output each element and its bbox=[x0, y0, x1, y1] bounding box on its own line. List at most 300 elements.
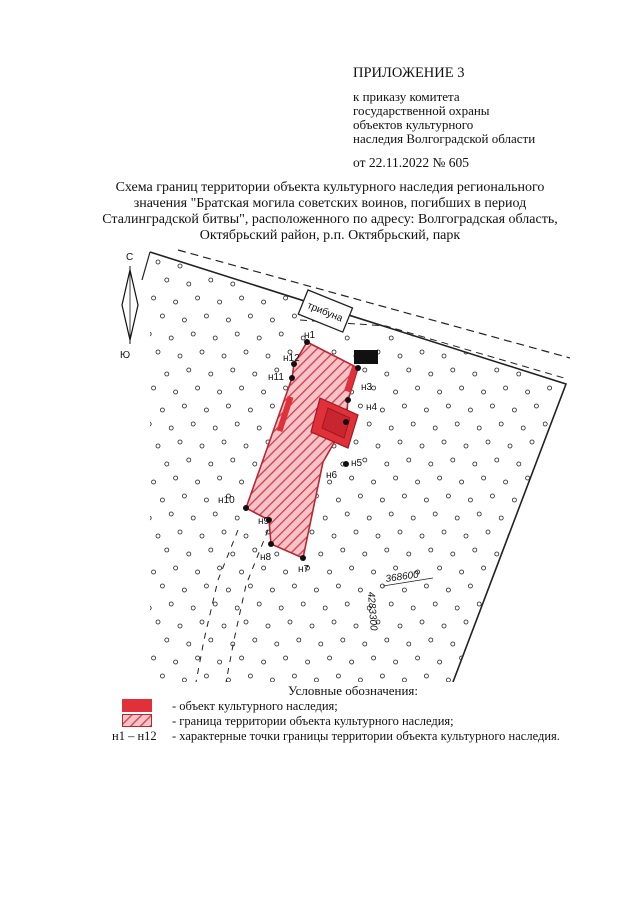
area-border-west bbox=[142, 252, 150, 280]
tree-dot bbox=[292, 674, 296, 678]
tree-dot bbox=[446, 404, 450, 408]
site-map bbox=[118, 240, 578, 682]
tree-dot bbox=[442, 440, 446, 444]
tree-dot bbox=[345, 512, 349, 516]
tree-dot bbox=[517, 638, 521, 642]
tree-dot bbox=[504, 386, 508, 390]
tree-dot bbox=[196, 656, 200, 660]
tree-dot bbox=[385, 372, 389, 376]
tree-dot bbox=[468, 408, 472, 412]
tree-dot bbox=[169, 602, 173, 606]
tree-dot bbox=[530, 264, 534, 268]
point-label-n1: н1 bbox=[304, 330, 316, 341]
tree-dot bbox=[226, 404, 230, 408]
tree-dot bbox=[354, 530, 358, 534]
tree-dot bbox=[402, 318, 406, 322]
tree-dot bbox=[495, 368, 499, 372]
tree-dot bbox=[341, 638, 345, 642]
tree-dot bbox=[438, 566, 442, 570]
title-line: Октябрьский район, р.п. Октябрьский, парк bbox=[199, 228, 461, 243]
tree-dot bbox=[460, 480, 464, 484]
tree-dot bbox=[187, 282, 191, 286]
tree-dot bbox=[539, 368, 543, 372]
title-line: значения "Братская могила советских воинов, погибших в период bbox=[133, 196, 527, 211]
tree-dot bbox=[323, 516, 327, 520]
tree-dot bbox=[138, 494, 142, 498]
tree-dot bbox=[363, 458, 367, 462]
tree-dot bbox=[424, 314, 428, 318]
tree-dot bbox=[420, 350, 424, 354]
tree-dot bbox=[262, 660, 266, 664]
tree-dot bbox=[156, 444, 160, 448]
tree-dot bbox=[169, 426, 173, 430]
tree-dot bbox=[253, 278, 257, 282]
tree-dot bbox=[495, 458, 499, 462]
tree-dot bbox=[275, 552, 279, 556]
tree-dot bbox=[143, 368, 147, 372]
tree-dot bbox=[429, 278, 433, 282]
point-label-n6: н6 bbox=[326, 470, 338, 481]
tree-dot bbox=[270, 318, 274, 322]
tree-dot bbox=[213, 426, 217, 430]
tree-dot bbox=[262, 300, 266, 304]
tree-dot bbox=[310, 530, 314, 534]
tree-dot bbox=[310, 264, 314, 268]
compass-icon bbox=[120, 252, 138, 361]
tree-dot bbox=[147, 606, 151, 610]
tree-dot bbox=[565, 336, 569, 340]
tree-dot bbox=[191, 516, 195, 520]
tree-dot bbox=[345, 336, 349, 340]
tree-dot bbox=[402, 588, 406, 592]
tree-dot bbox=[253, 548, 257, 552]
tree-dot bbox=[209, 278, 213, 282]
tree-dot bbox=[196, 570, 200, 574]
tree-dot bbox=[482, 300, 486, 304]
tree-dot bbox=[147, 516, 151, 520]
compass-south: Ю bbox=[120, 350, 131, 361]
tree-dot bbox=[460, 386, 464, 390]
tree-dot bbox=[196, 296, 200, 300]
tree-dot bbox=[534, 318, 538, 322]
tree-dot bbox=[424, 674, 428, 678]
tree-dot bbox=[534, 588, 538, 592]
tree-dot bbox=[363, 368, 367, 372]
tree-dot bbox=[420, 260, 424, 264]
order-line: объектов культурного bbox=[353, 117, 474, 132]
tree-dot bbox=[138, 588, 142, 592]
tree-dot bbox=[556, 498, 560, 502]
tree-dot bbox=[389, 426, 393, 430]
tree-dot bbox=[152, 656, 156, 660]
tree-dot bbox=[429, 548, 433, 552]
tree-dot bbox=[433, 426, 437, 430]
tree-dot bbox=[407, 552, 411, 556]
tree-dot bbox=[561, 462, 565, 466]
tree-dot bbox=[367, 422, 371, 426]
tree-dot bbox=[143, 642, 147, 646]
tree-dot bbox=[226, 588, 230, 592]
tree-dot bbox=[240, 656, 244, 660]
tree-dot bbox=[204, 314, 208, 318]
tree-dot bbox=[231, 552, 235, 556]
tree-dot bbox=[138, 404, 142, 408]
tree-dot bbox=[455, 422, 459, 426]
tree-dot bbox=[209, 548, 213, 552]
tree-dot bbox=[372, 570, 376, 574]
tree-dot bbox=[152, 480, 156, 484]
tree-dot bbox=[543, 332, 547, 336]
tree-dot bbox=[200, 350, 204, 354]
tree-dot bbox=[539, 458, 543, 462]
tree-dot bbox=[534, 404, 538, 408]
tree-dot bbox=[451, 458, 455, 462]
tree-dot bbox=[341, 278, 345, 282]
tree-dot bbox=[473, 638, 477, 642]
tree-dot bbox=[319, 642, 323, 646]
tree-dot bbox=[253, 372, 257, 376]
tree-dot bbox=[517, 278, 521, 282]
tree-dot bbox=[306, 660, 310, 664]
tree-dot bbox=[455, 516, 459, 520]
tree-dot bbox=[284, 296, 288, 300]
tree-dot bbox=[424, 408, 428, 412]
tree-dot bbox=[512, 408, 516, 412]
tree-dot bbox=[552, 534, 556, 538]
tree-dot bbox=[222, 264, 226, 268]
tree-dot bbox=[411, 606, 415, 610]
tree-dot bbox=[548, 386, 552, 390]
tree-dot bbox=[504, 296, 508, 300]
tree-dot bbox=[530, 624, 534, 628]
tree-dot bbox=[398, 530, 402, 534]
tree-dot bbox=[517, 372, 521, 376]
tree-dot bbox=[486, 624, 490, 628]
tree-dot bbox=[464, 444, 468, 448]
tree-dot bbox=[235, 516, 239, 520]
tree-dot bbox=[446, 318, 450, 322]
tree-dot bbox=[240, 386, 244, 390]
tree-dot bbox=[429, 462, 433, 466]
tree-dot bbox=[389, 512, 393, 516]
tree-dot bbox=[244, 260, 248, 264]
tree-dot bbox=[521, 336, 525, 340]
tree-dot bbox=[416, 386, 420, 390]
tree-dot bbox=[451, 282, 455, 286]
tree-dot bbox=[499, 422, 503, 426]
tree-dot bbox=[174, 390, 178, 394]
tree-dot bbox=[512, 498, 516, 502]
tree-dot bbox=[248, 584, 252, 588]
tree-dot bbox=[143, 552, 147, 556]
tree-dot bbox=[482, 660, 486, 664]
tree-dot bbox=[160, 314, 164, 318]
tree-dot bbox=[482, 476, 486, 480]
tree-dot bbox=[121, 548, 125, 552]
tree-dot bbox=[372, 656, 376, 660]
tree-dot bbox=[314, 588, 318, 592]
tree-dot bbox=[499, 606, 503, 610]
tree-dot bbox=[358, 494, 362, 498]
tree-dot bbox=[543, 516, 547, 520]
tree-dot bbox=[152, 296, 156, 300]
tree-dot bbox=[226, 318, 230, 322]
tree-dot bbox=[486, 264, 490, 268]
tree-dot bbox=[182, 404, 186, 408]
tree-dot bbox=[482, 566, 486, 570]
tree-dot bbox=[350, 476, 354, 480]
tree-dot bbox=[160, 674, 164, 678]
tree-dot bbox=[363, 552, 367, 556]
tree-dot bbox=[209, 638, 213, 642]
tree-dot bbox=[570, 300, 574, 304]
tree-dot bbox=[495, 552, 499, 556]
tree-dot bbox=[262, 566, 266, 570]
tree-dot bbox=[424, 584, 428, 588]
tree-dot bbox=[407, 282, 411, 286]
tree-dot bbox=[358, 678, 362, 682]
tree-dot bbox=[543, 606, 547, 610]
tree-dot bbox=[143, 458, 147, 462]
point-label-n5: н5 bbox=[351, 458, 363, 469]
tree-dot bbox=[394, 566, 398, 570]
tree-dot bbox=[389, 336, 393, 340]
tree-dot bbox=[204, 408, 208, 412]
tree-dot bbox=[213, 602, 217, 606]
tree-dot bbox=[118, 584, 120, 588]
tree-dot bbox=[284, 656, 288, 660]
tree-dot bbox=[160, 408, 164, 412]
order-line: к приказу комитета bbox=[353, 89, 460, 104]
tree-dot bbox=[297, 278, 301, 282]
tree-dot bbox=[402, 494, 406, 498]
tree-dot bbox=[512, 314, 516, 318]
tree-dot bbox=[257, 336, 261, 340]
tree-dot bbox=[222, 440, 226, 444]
tree-dot bbox=[182, 678, 186, 682]
tree-dot bbox=[218, 566, 222, 570]
tree-dot bbox=[222, 354, 226, 358]
tree-dot bbox=[336, 584, 340, 588]
tree-dot bbox=[160, 498, 164, 502]
tree-dot bbox=[174, 660, 178, 664]
tree-dot bbox=[512, 584, 516, 588]
tree-dot bbox=[160, 584, 164, 588]
tree-dot bbox=[138, 678, 142, 682]
tree-dot bbox=[438, 660, 442, 664]
tree-dot bbox=[521, 602, 525, 606]
tree-dot bbox=[134, 624, 138, 628]
tree-dot bbox=[473, 462, 477, 466]
tree-dot bbox=[253, 638, 257, 642]
tree-dot bbox=[468, 314, 472, 318]
point-label-n3: н3 bbox=[361, 382, 373, 393]
tree-dot bbox=[539, 552, 543, 556]
tree-dot bbox=[341, 548, 345, 552]
tree-dot bbox=[385, 638, 389, 642]
tree-dot bbox=[165, 638, 169, 642]
tree-dot bbox=[187, 642, 191, 646]
tree-dot bbox=[530, 354, 534, 358]
tree-dot bbox=[455, 606, 459, 610]
tree-dot bbox=[521, 512, 525, 516]
tree-dot bbox=[231, 282, 235, 286]
legend-boundary-swatch bbox=[122, 714, 152, 727]
tree-dot bbox=[482, 390, 486, 394]
tree-dot bbox=[499, 516, 503, 520]
tree-dot bbox=[398, 624, 402, 628]
tree-dot bbox=[398, 440, 402, 444]
tree-dot bbox=[231, 368, 235, 372]
tree-dot bbox=[244, 350, 248, 354]
tree-dot bbox=[486, 440, 490, 444]
tree-dot bbox=[504, 656, 508, 660]
tree-dot bbox=[402, 404, 406, 408]
tree-dot bbox=[508, 260, 512, 264]
tree-dot bbox=[429, 638, 433, 642]
tree-dot bbox=[121, 638, 125, 642]
coordinate-y-label: 4283300 bbox=[365, 591, 379, 632]
tree-dot bbox=[530, 530, 534, 534]
tree-dot bbox=[288, 620, 292, 624]
tree-dot bbox=[191, 332, 195, 336]
tree-dot bbox=[548, 480, 552, 484]
tree-dot bbox=[446, 494, 450, 498]
tree-dot bbox=[178, 264, 182, 268]
tree-dot bbox=[191, 606, 195, 610]
tree-dot bbox=[477, 512, 481, 516]
tree-dot bbox=[292, 314, 296, 318]
tree-dot bbox=[332, 534, 336, 538]
tree-dot bbox=[539, 642, 543, 646]
order-date: от 22.11.2022 № 605 bbox=[353, 155, 469, 170]
tree-dot bbox=[433, 512, 437, 516]
tree-dot bbox=[323, 606, 327, 610]
tree-dot bbox=[253, 462, 257, 466]
legend-points-symbol: н1 – н12 bbox=[112, 729, 157, 743]
tree-dot bbox=[178, 624, 182, 628]
tree-dot bbox=[464, 534, 468, 538]
tree-dot bbox=[451, 368, 455, 372]
tree-dot bbox=[284, 570, 288, 574]
tree-dot bbox=[182, 494, 186, 498]
tree-dot bbox=[574, 354, 578, 358]
tree-dot bbox=[398, 264, 402, 268]
tree-dot bbox=[504, 480, 508, 484]
tree-dot bbox=[358, 588, 362, 592]
tree-dot bbox=[570, 390, 574, 394]
point-label-n10: н10 bbox=[218, 495, 235, 506]
tree-dot bbox=[407, 368, 411, 372]
tree-dot bbox=[561, 278, 565, 282]
legend-object-swatch bbox=[122, 699, 152, 712]
tree-dot bbox=[169, 512, 173, 516]
appendix-title: ПРИЛОЖЕНИЕ 3 bbox=[353, 65, 465, 81]
tree-dot bbox=[552, 444, 556, 448]
tree-dot bbox=[416, 480, 420, 484]
tree-dot bbox=[380, 408, 384, 412]
tree-dot bbox=[402, 678, 406, 682]
tree-dot bbox=[508, 350, 512, 354]
tree-dot bbox=[407, 642, 411, 646]
tree-dot bbox=[156, 620, 160, 624]
tree-dot bbox=[284, 386, 288, 390]
tree-dot bbox=[288, 260, 292, 264]
tree-dot bbox=[416, 296, 420, 300]
tree-dot bbox=[464, 260, 468, 264]
tree-dot bbox=[257, 426, 261, 430]
black-block bbox=[354, 350, 378, 364]
tree-dot bbox=[504, 570, 508, 574]
tree-dot bbox=[178, 354, 182, 358]
tree-dot bbox=[165, 462, 169, 466]
tree-dot bbox=[420, 444, 424, 448]
tree-dot bbox=[416, 656, 420, 660]
tree-dot bbox=[442, 624, 446, 628]
tree-dot bbox=[556, 314, 560, 318]
tree-dot bbox=[213, 336, 217, 340]
tree-dot bbox=[473, 372, 477, 376]
tree-dot bbox=[380, 498, 384, 502]
tree-dot bbox=[433, 602, 437, 606]
tree-dot bbox=[385, 462, 389, 466]
tree-dot bbox=[332, 260, 336, 264]
tree-dot bbox=[495, 642, 499, 646]
tree-dot bbox=[248, 674, 252, 678]
tree-dot bbox=[244, 444, 248, 448]
tree-dot bbox=[147, 332, 151, 336]
point-label-n12: н12 bbox=[283, 353, 300, 364]
tree-dot bbox=[477, 336, 481, 340]
document-title bbox=[60, 180, 600, 244]
tree-dot bbox=[174, 476, 178, 480]
tree-dot bbox=[350, 566, 354, 570]
tree-dot bbox=[442, 530, 446, 534]
tree-dot bbox=[235, 422, 239, 426]
tree-dot bbox=[200, 620, 204, 624]
tree-dot bbox=[389, 602, 393, 606]
tree-dot bbox=[218, 660, 222, 664]
legend-item-text: - характерные точки границы территории объекта культурного наследия. bbox=[172, 729, 560, 743]
point-label-n7: н7 bbox=[298, 564, 310, 575]
tree-dot bbox=[380, 674, 384, 678]
tree-dot bbox=[266, 264, 270, 268]
tree-dot bbox=[424, 498, 428, 502]
tree-dot bbox=[178, 440, 182, 444]
tree-dot bbox=[275, 282, 279, 286]
tree-dot bbox=[460, 296, 464, 300]
tree-dot bbox=[218, 476, 222, 480]
tree-dot bbox=[438, 300, 442, 304]
tree-dot bbox=[174, 566, 178, 570]
tree-dot bbox=[187, 368, 191, 372]
tree-dot bbox=[490, 318, 494, 322]
point-label-n4: н4 bbox=[366, 402, 378, 413]
tree-dot bbox=[468, 498, 472, 502]
tree-dot bbox=[156, 534, 160, 538]
tree-dot bbox=[310, 624, 314, 628]
tree-dot bbox=[130, 660, 134, 664]
tree-dot bbox=[517, 548, 521, 552]
tree-dot bbox=[292, 584, 296, 588]
tree-dot bbox=[240, 296, 244, 300]
legend-item-text: - объект культурного наследия; bbox=[172, 699, 338, 713]
tree-dot bbox=[508, 444, 512, 448]
tree-dot bbox=[152, 386, 156, 390]
tree-dot bbox=[526, 566, 530, 570]
tree-dot bbox=[526, 300, 530, 304]
tree-dot bbox=[526, 660, 530, 664]
